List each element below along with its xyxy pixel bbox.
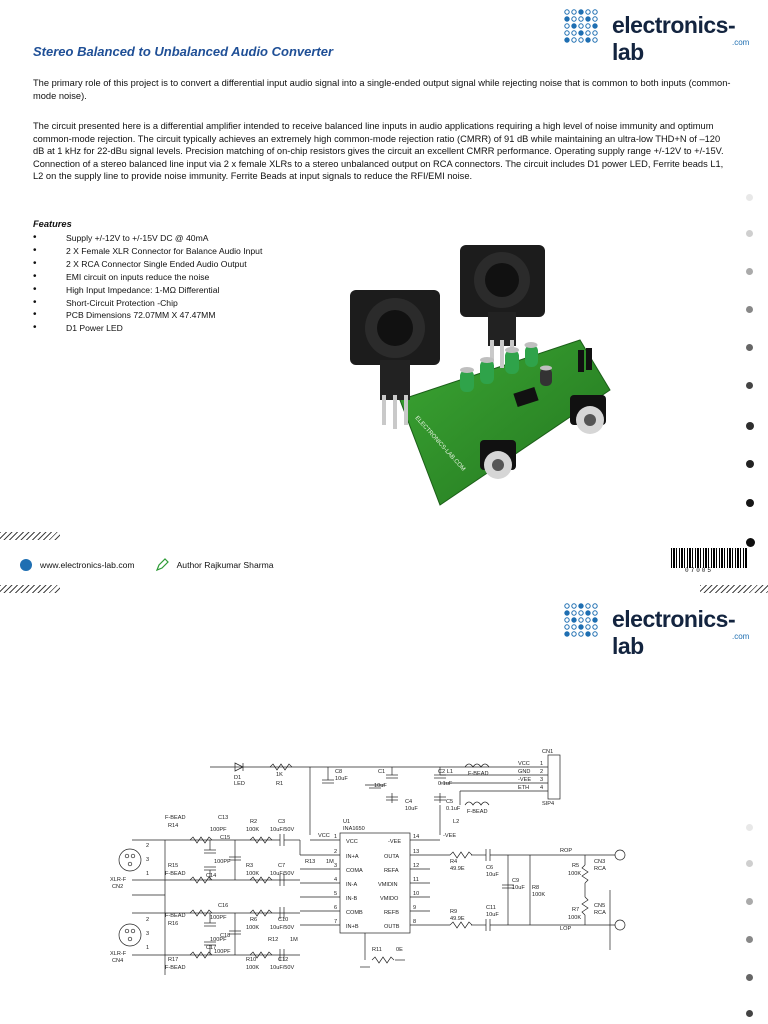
- intro-paragraph: The primary role of this project is to convert a differential input audio signal into a single-ended output signal while rejecting noise that is common to both inputs (common-mode noise).: [33, 78, 731, 101]
- label-c10-value: 10uF/50V: [270, 925, 295, 931]
- label-r12-value: 1M: [290, 937, 298, 943]
- label-d1: D1: [234, 775, 242, 781]
- pin-vee: -VEE: [388, 839, 402, 845]
- label-c7-value: 10uF/50V: [270, 871, 295, 877]
- label-c1-value: 10uF: [374, 783, 387, 789]
- feature-item: • EMI circuit on inputs reduce the noise: [33, 271, 262, 284]
- label-c15-value: 100PF: [214, 859, 231, 865]
- pcb-silkscreen-text: ELECTRONICS-LAB.COM: [413, 415, 466, 473]
- footer-row: [20, 557, 274, 573]
- pin-vmido: VMIDO: [380, 896, 399, 902]
- label-f-bead: F-BEAD: [165, 871, 186, 877]
- footer-hatch-left-top: [0, 532, 60, 540]
- label-r6-value: 100K: [246, 925, 260, 931]
- label-c4: C4: [405, 799, 413, 805]
- pin-refb: REFB: [384, 910, 399, 916]
- label-c5-value: 0.1uF: [446, 806, 461, 812]
- label-u1: U1: [343, 819, 351, 825]
- label-rop: ROP: [560, 848, 573, 854]
- label-c13: C13: [218, 815, 229, 821]
- label-c1: C1: [378, 769, 386, 775]
- label-c8: C8: [335, 769, 343, 775]
- label-r3: R3: [246, 863, 254, 869]
- pin-number: 9: [413, 905, 417, 911]
- label-r4-value: 49.9E: [450, 866, 465, 872]
- label-r14: R14: [168, 823, 179, 829]
- brand-logo: [560, 4, 760, 65]
- label-r4: R4: [450, 859, 458, 865]
- footer-hatch-left-bottom: [0, 585, 60, 593]
- label-r13: R13: [305, 859, 316, 865]
- pin-number: 5: [334, 891, 338, 897]
- pin-number: 12: [413, 863, 420, 869]
- label-c7: C7: [278, 863, 286, 869]
- label-c8-value: 10uF: [335, 776, 348, 782]
- label-c13-value: 100PF: [210, 827, 227, 833]
- side-dot: [746, 268, 753, 275]
- side-dot: [746, 898, 753, 905]
- label-rca: RCA: [594, 910, 606, 916]
- label-r2-value: 100K: [246, 827, 260, 833]
- label-r5-value: 100K: [568, 871, 582, 877]
- label-c3-value: 10uF/50V: [270, 827, 295, 833]
- label-r10: R10: [246, 957, 257, 963]
- label-cn5: CN5: [594, 903, 606, 909]
- pin-outb: OUTB: [384, 924, 400, 930]
- label-c3: C3: [278, 819, 286, 825]
- label-c17: C17: [206, 945, 217, 951]
- pin-inb-minus: IN-B: [346, 896, 358, 902]
- label-sip4: SIP4: [542, 801, 555, 807]
- label-pin: 2: [540, 769, 544, 775]
- footer-author: Author Rajkumar Sharma: [176, 560, 274, 570]
- brand-logo-page2: [560, 598, 760, 659]
- label-r3-value: 100K: [246, 871, 260, 877]
- pin-number: 3: [146, 857, 150, 863]
- pin-coma: COMA: [346, 868, 363, 874]
- label-r10-value: 100K: [246, 965, 260, 971]
- label-gnd: GND: [518, 769, 531, 775]
- label-r11: R11: [372, 947, 382, 953]
- description-paragraph: The circuit presented here is a differential amplifier intended to receive balanced line inputs in audio applications requiring a high level of noise immunity and optimum common-mode rejection. The circuit typically achieves an extremely high common-mode rejection ratio (CMRR) of 91 dB while maintaining an ultra-low THD+N of –120 dB at 1 kHz for 22-dBu signal levels. Precision matching of on-chip resistors gives the circuit an excellent CMRR performance. Operating supply range +/-12V to +/-15V. Connection of a stereo balanced line input via 2 x female XLRs to a stereo unbalanced output on RCA connectors. The circuit includes D1 power LED, Ferrite beads L1, L2 on the supply line to provide noise immunity. Ferrite Beads at input signals to reduce the RFI/EMI noise.: [33, 121, 724, 182]
- pin-vmidin: VMIDIN: [378, 882, 398, 888]
- rca-connector-right: [570, 395, 606, 434]
- side-dot: [746, 194, 753, 201]
- label-c14: C14: [206, 873, 217, 879]
- label-vcc-net: VCC: [318, 833, 330, 839]
- label-c18: C18: [220, 933, 231, 939]
- label-cn3: CN3: [594, 859, 606, 865]
- pcb-photo: [340, 240, 620, 510]
- label-c9: C9: [512, 878, 520, 884]
- pin-ina-plus: IN+A: [346, 854, 359, 860]
- label-rca: RCA: [594, 866, 606, 872]
- side-dot: [746, 306, 753, 313]
- pin-outa: OUTA: [384, 854, 400, 860]
- pin-number: 10: [413, 891, 420, 897]
- page-title: Stereo Balanced to Unbalanced Audio Converter: [33, 44, 334, 59]
- label-vcc: VCC: [518, 761, 530, 767]
- side-dot: [746, 382, 753, 389]
- label-c11: C11: [486, 905, 496, 911]
- label-c2-value: 0.1uF: [438, 781, 453, 787]
- brand-suffix: .com: [732, 632, 750, 641]
- label-c18-value: 100PF: [214, 949, 231, 955]
- label-l1-fbead: F-BEAD: [468, 771, 489, 777]
- pin-comb: COMB: [346, 910, 363, 916]
- side-dot: [746, 824, 753, 831]
- pin-number: 6: [334, 905, 338, 911]
- feature-item: • Short-Circuit Protection -Chip: [33, 297, 262, 310]
- pin-number: 1: [146, 945, 150, 951]
- globe-icon: [20, 559, 32, 571]
- features-list: [33, 232, 262, 335]
- feature-item: • D1 Power LED: [33, 322, 262, 335]
- pin-number: 2: [146, 843, 150, 849]
- pin-number: 8: [413, 919, 417, 925]
- label-r11-value: 0E: [396, 947, 403, 953]
- label-l2: L2: [453, 819, 460, 825]
- side-dot: [746, 538, 755, 547]
- label-l2-fbead: F-BEAD: [467, 809, 488, 815]
- label-xlrf: XLR-F: [110, 951, 127, 957]
- label-f-bead: F-BEAD: [165, 965, 186, 971]
- feature-item: • Supply +/-12V to +/-15V DC @ 40mA: [33, 232, 262, 245]
- pin-number: 11: [413, 877, 419, 883]
- label-lop: LOP: [560, 926, 572, 932]
- label-eth: ETH: [518, 785, 530, 791]
- label-r5: R5: [572, 863, 580, 869]
- label-vee-net: -VEE: [443, 833, 457, 839]
- label-r7: R7: [572, 907, 580, 913]
- label-c16-value: 100PF: [210, 915, 227, 921]
- label-cn2: CN2: [112, 884, 124, 890]
- side-dot: [746, 499, 754, 507]
- label-f-bead: F-BEAD: [165, 913, 186, 919]
- label-vee: -VEE: [518, 777, 532, 783]
- pin-number: 14: [413, 834, 420, 840]
- label-r9: R9: [450, 909, 458, 915]
- pin-vcc: VCC: [346, 839, 358, 845]
- feature-item: • 2 X RCA Connector Single Ended Audio Output: [33, 258, 262, 271]
- label-r1: R1: [276, 781, 284, 787]
- pin-number: 13: [413, 849, 420, 855]
- features-heading: Features: [33, 219, 72, 229]
- pin-number: 2: [334, 849, 338, 855]
- label-r8-value: 100K: [532, 892, 546, 898]
- page2-hatch-right: [700, 585, 768, 593]
- side-dot: [746, 1010, 753, 1017]
- label-c12: C12: [278, 957, 289, 963]
- label-r6: R6: [250, 917, 258, 923]
- label-r2: R2: [250, 819, 258, 825]
- barcode: [671, 548, 747, 568]
- pin-number: 2: [146, 917, 150, 923]
- pin-refa: REFA: [384, 868, 399, 874]
- logo-grid-icon: [562, 6, 606, 50]
- label-r9-value: 49.9E: [450, 916, 465, 922]
- label-c2-l1: C2 L1: [438, 769, 453, 775]
- label-c4-value: 10uF: [405, 806, 418, 812]
- feature-item: • PCB Dimensions 72.07MM X 47.47MM: [33, 309, 262, 322]
- circuit-schematic: [110, 745, 640, 1020]
- pin-number: 4: [334, 877, 338, 883]
- pin-inb-plus: IN+B: [346, 924, 359, 930]
- label-r1-value: 1K: [276, 772, 283, 778]
- label-c5: C5: [446, 799, 454, 805]
- label-r13-value: 1M: [326, 859, 334, 865]
- label-c9-value: 10uF: [512, 885, 525, 891]
- label-r8: R8: [532, 885, 540, 891]
- label-r12: R12: [268, 937, 279, 943]
- label-c6-value: 10uF: [486, 872, 499, 878]
- label-c12-value: 10uF/50V: [270, 965, 295, 971]
- label-r7-value: 100K: [568, 915, 582, 921]
- pin-ina-minus: IN-A: [346, 882, 358, 888]
- barcode-number: 07005: [685, 567, 714, 574]
- label-r17: R17: [168, 957, 179, 963]
- pen-icon: [155, 558, 169, 572]
- label-r15: R15: [168, 863, 179, 869]
- pin-number: 3: [146, 931, 150, 937]
- label-c15: C15: [220, 835, 231, 841]
- label-pin: 3: [540, 777, 544, 783]
- footer-website[interactable]: www.electronics-lab.com: [40, 560, 135, 570]
- label-xlrf: XLR-F: [110, 877, 127, 883]
- label-c6: C6: [486, 865, 494, 871]
- side-dot: [746, 422, 754, 430]
- label-r16: R16: [168, 921, 179, 927]
- feature-item: • High Input Impedance: 1-MΩ Differential: [33, 284, 262, 297]
- label-c11-value: 10uF: [486, 912, 499, 918]
- brand-name: electronics-lab: [612, 606, 736, 659]
- label-c16: C16: [218, 903, 229, 909]
- label-pin: 1: [540, 761, 544, 767]
- pin-number: 3: [334, 863, 338, 869]
- label-cn4: CN4: [112, 958, 124, 964]
- pin-number: 7: [334, 919, 338, 925]
- label-c17-value: 100PF: [210, 937, 227, 943]
- label-c10: C10: [278, 917, 289, 923]
- brand-suffix: .com: [732, 38, 750, 47]
- side-dot: [746, 460, 754, 468]
- label-pin: 4: [540, 785, 544, 791]
- label-f-bead: F-BEAD: [165, 815, 186, 821]
- side-dot: [746, 974, 753, 981]
- logo-grid-icon: [562, 600, 606, 644]
- pin-number: 1: [334, 834, 338, 840]
- side-dot: [746, 230, 753, 237]
- label-cn1: CN1: [542, 749, 554, 755]
- label-ina1650: INA1650: [343, 826, 365, 832]
- side-dot: [746, 936, 753, 943]
- brand-name: electronics-lab: [612, 12, 736, 65]
- feature-item: • 2 X Female XLR Connector for Balance Audio Input: [33, 245, 262, 258]
- side-dot: [746, 860, 753, 867]
- label-led: LED: [234, 781, 245, 787]
- side-dot: [746, 344, 753, 351]
- pin-number: 1: [146, 871, 150, 877]
